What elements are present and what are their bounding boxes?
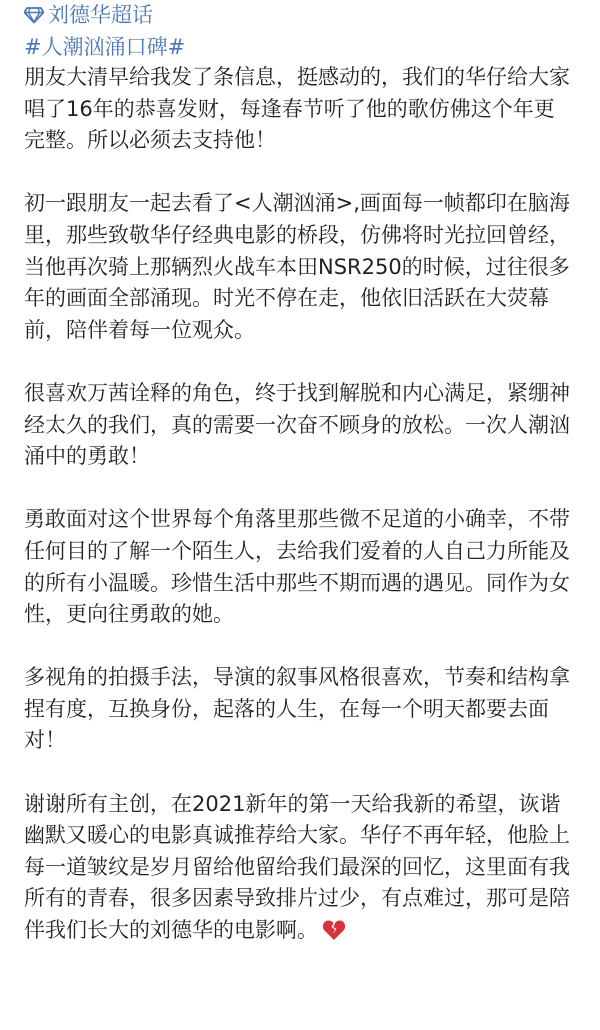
broken-heart-icon [322, 919, 346, 951]
post-paragraph-text: 谢谢所有主创，在2021新年的第一天给我新的希望，诙谐幽默又暖心的电影真诚推荐给大家。华仔不再年轻，他脸上每一道皱纹是岁月留给他留给我们最深的回忆，这里面有我所有的青春，很多因素导致排片过少，有点难过，那可是陪伴我们长大的刘德华的电影啊。 [24, 791, 570, 943]
post-content [24, 62, 572, 951]
post-paragraph: 多视角的拍摄手法，导演的叙事风格很喜欢，节奏和结构拿捏有度，互换身份，起落的人生，在每一个明天都要去面对！ [24, 665, 570, 753]
post-paragraph: 很喜欢万茜诠释的角色，终于找到解脱和内心满足，紧绷神经太久的我们，真的需要一次奋不顾身的放松。一次人潮汹涌中的勇敢！ [24, 380, 570, 469]
supertopic-link[interactable] [24, 0, 572, 30]
post-paragraph: 初一跟朋友一起去看了<人潮汹涌>,画面每一帧都印在脑海里，那些致敬华仔经典电影的桥段，仿佛将时光拉回曾经，当他再次骑上那辆烈火战车本田NSR250的时候，过往很多年的画面全部涌现。时光不停在走，他依旧活跃在大荧幕前，陪伴着每一位观众。 [24, 191, 570, 342]
post-paragraph: 朋友大清早给我发了条信息，挺感动的，我们的华仔给大家唱了16年的恭喜发财，每逢春节听了他的歌仿佛这个年更完整。所以必须去支持他！ [24, 65, 570, 153]
post-paragraph-last [24, 789, 572, 951]
hashtag-link[interactable]: #人潮汹涌口碑# [24, 35, 186, 59]
diamond-icon [24, 6, 44, 24]
supertopic-label[interactable]: 刘德华超话 [48, 3, 153, 27]
post-paragraph: 勇敢面对这个世界每个角落里那些微不足道的小确幸，不带任何目的了解一个陌生人，去给我们爱着的人自己力所能及的所有小温暖。珍惜生活中那些不期而遇的遇见。同作为女性，更向往勇敢的她。 [24, 507, 570, 627]
